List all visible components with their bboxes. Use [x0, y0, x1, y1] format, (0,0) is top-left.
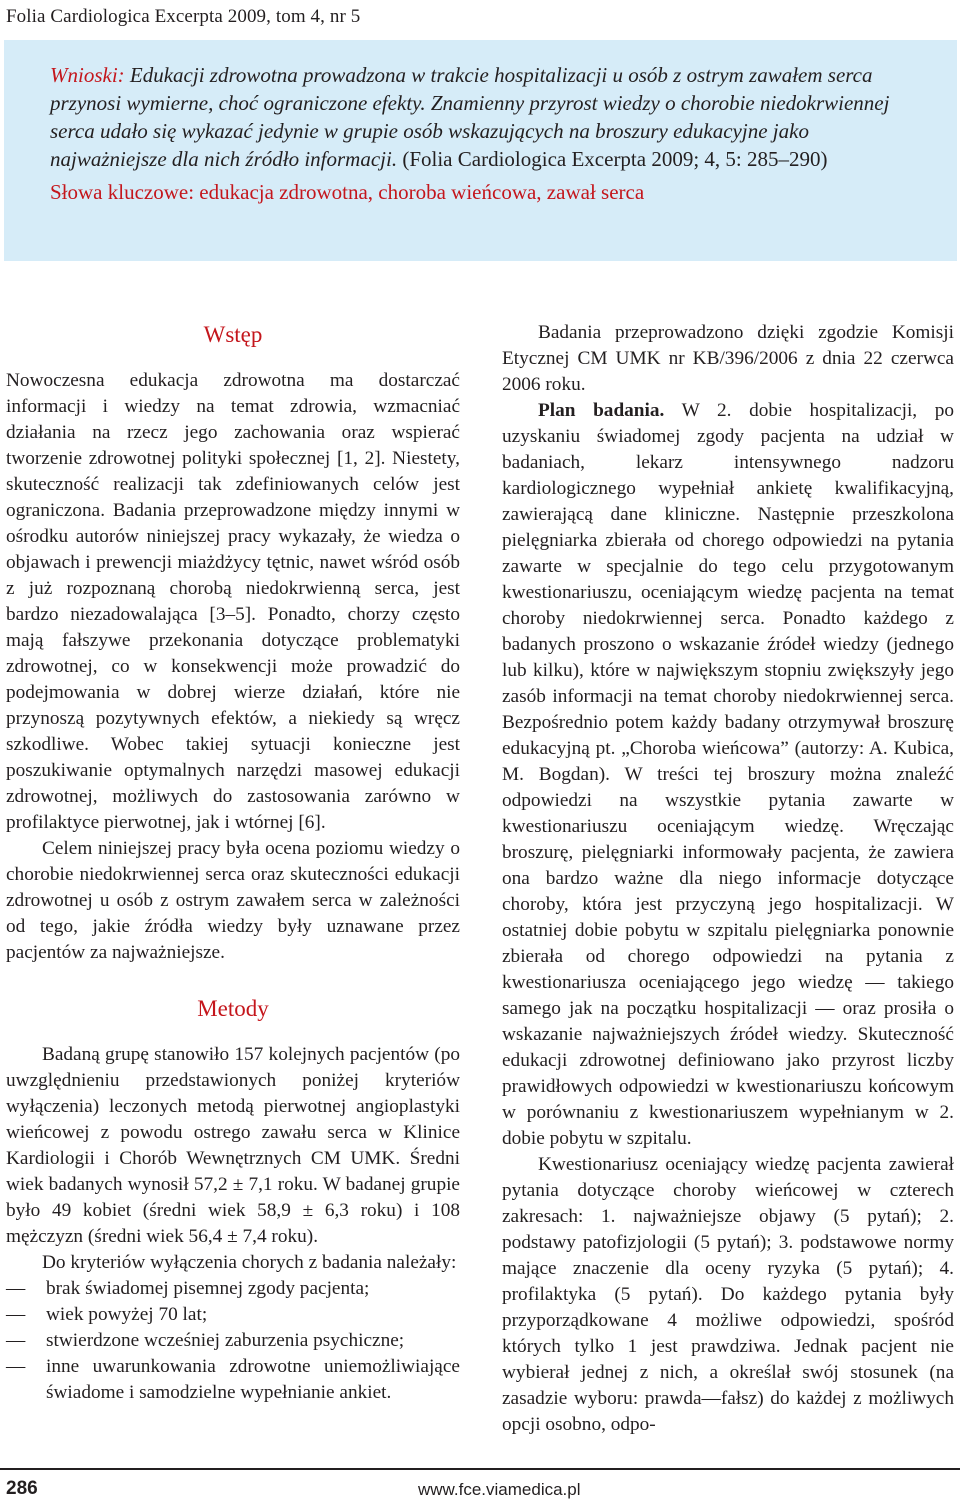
plan-text: W 2. dobie hospitalizacji, po uzyskaniu świadomej zgody pacjenta na udział w badaniach, lekarz intensywnego nadzoru kardiologicznego wypełniał ankietę kwalifikacyjną, zawierającą dane kliniczne. Następnie przeszkolona pielęgniarka zbierała od chorego odpowiedzi na pytania zawarte w specjalnie do tego celu przygotowanym kwestionariuszu, oceniającym wiedzę pacjenta na temat choroby niedokrwiennej serca. Ponadto każdego z badanych proszono o wskazanie źródeł wiedzy (jednego lub kilku), które w największym stopniu zwiększyły jego zasób informacji na temat choroby niedokrwiennej serca. Bezpośrednio potem każdy badany otrzymywał broszurę edukacyjną pt. „Choroba wieńcowa” (autorzy: A. Kubica, M. Bogdan). W treści tej broszury można znaleźć odpowiedzi na wszystkie pytania zawarte w kwestionariuszu oceniającym wiedzę. Wręczając broszurę, pielęgniarki informowały pacjenta, że zawiera ona bardzo ważne dla niego informacje dotyczące choroby, która jest przyczyną jego hospitalizacji. W ostatniej dobie pobytu w szpitalu pielęgniarka ponownie zbierała od chorego odpowiedzi na pytania z kwestionariusza oceniającego jego wiedzę — takiego samego jak na początku hospitalizacji — oraz prosiła o wskazanie najważniejszych źródeł wiedzy. Skuteczność edukacji zdrowotnej definiowano jako przyrost liczby prawidłowych odpowiedzi w kwestionariuszu końcowym w porównaniu z kwestionariuszem wypełnianym w 2. dobie pobytu w szpitalu. [502, 400, 954, 1149]
journal-header: Folia Cardiologica Excerpta 2009, tom 4, nr 5 [6, 6, 361, 27]
dash-mark: — [6, 1356, 26, 1377]
keywords: Słowa kluczowe: edukacja zdrowotna, choroba wieńcowa, zawał serca [50, 180, 645, 204]
abstract-conclusions [50, 61, 923, 173]
intro-paragraph-1: Nowoczesna edukacja zdrowotna ma dostarczać informacji i wiedzy na temat zdrowia, wzmacniać działania na rzecz jego zachowania oraz wspierać tworzenie zdrowotnej polityki społecznej [1, 2]. Niestety, skuteczność realizacji tak zdefiniowanych celów jest ograniczona. Badania przeprowadzone między innymi w ośrodku autorów niniejszej pracy wykazały, że wiedza o objawach i prewencji miażdżycy tętnic, nawet wśród osób z już rozpoznaną chorobą niedokrwienną serca, jest bardzo niezadowalająca [3–5]. Ponadto, chorzy często mają fałszywe przekonania dotyczące problematyki zdrowotnej, co w konsekwencji może prowadzić do podejmowania w dobrej wierze działań, które nie przynoszą pozytywnych efektów, a niekiedy są wręcz szkodliwe. Wobec takiej sytuacji konieczne jest poszukiwanie optymalnych narzędzi masowej edukacji zdrowotnej, możliwych do zastosowania zarówno w profilaktyce pierwotnej, jak i wtórnej [6]. [6, 370, 460, 833]
dash-mark: — [6, 1304, 26, 1325]
plan-label: Plan badania. [538, 400, 665, 421]
list-item-text: brak świadomej pisemnej zgody pacjenta; [46, 1278, 370, 1299]
section-heading-intro: Wstęp [203, 322, 263, 347]
page-number: 286 [6, 1478, 38, 1499]
intro-paragraph-2: Celem niniejszej pracy była ocena poziomu wiedzy o chorobie niedokrwiennej serca oraz skuteczności edukacji zdrowotnej u osób z ostrym zawałem serca w zależności od tego, jakie źródła wiedzy były uznawane przez pacjentów za najważniejsze. [6, 838, 460, 963]
dash-mark: — [6, 1330, 26, 1351]
dash-mark: — [6, 1278, 26, 1299]
list-item [6, 1276, 460, 1302]
footer-divider [0, 1468, 960, 1470]
conclusions-label: Wnioski: [50, 63, 125, 87]
list-item-text: stwierdzone wcześniej zaburzenia psychiczne; [46, 1330, 405, 1351]
methods-paragraph-1: Badaną grupę stanowiło 157 kolejnych pacjentów (po uwzględnieniu przedstawionych poniżej kryteriów wyłączenia) leczonych metodą pierwotnej angioplastyki wieńcowej z powodu ostrego zawału serca w Klinice Kardiologii i Chorób Wewnętrznych CM UMK. Średni wiek badanych wynosił 57,2 ± 7,1 roku. W badanej grupie było 49 kobiet (średni wiek 58,9 ± 6,3 roku) i 108 mężczyzn (średni wiek 56,4 ± 7,4 roku). [6, 1044, 460, 1247]
section-heading-methods: Metody [197, 996, 269, 1021]
left-column [6, 320, 460, 1406]
right-column [502, 320, 954, 1438]
list-item [6, 1302, 460, 1328]
questionnaire-paragraph: Kwestionariusz oceniający wiedzę pacjenta zawierał pytania dotyczące choroby wieńcowej w czterech zakresach: 1. najważniejsze objawy (5 pytań); 2. podstawy patofizjologii (5 pytań); 3. podstawowe normy mające znaczenie dla oceny ryzyka (5 pytań); 4. profilaktyka (5 pytań). Do każdego pytania były przyporządkowane 4 możliwe odpowiedzi, spośród których tylko 1 jest prawdziwa. Jednak pacjent nie wybierał jednej z nich, a określał swój stosunek (na zasadzie wyboru: prawda—fałsz) do każdej z możliwych opcji osobno, odpo- [502, 1154, 954, 1435]
list-item [6, 1328, 460, 1354]
citation: (Folia Cardiologica Excerpta 2009; 4, 5: 285–290) [397, 147, 828, 171]
methods-paragraph-2: Do kryteriów wyłączenia chorych z badania należały: [42, 1252, 457, 1273]
plan-paragraph [502, 398, 954, 1152]
abstract-box [4, 40, 957, 261]
list-item-text: wiek powyżej 70 lat; [46, 1304, 208, 1325]
list-item-text: inne uwarunkowania zdrowotne uniemożliwiające świadome i samodzielne wypełnianie ankiet. [46, 1356, 460, 1403]
list-item [6, 1354, 460, 1406]
footer-site: www.fce.viamedica.pl [418, 1480, 581, 1499]
conclusions-text: Edukacji zdrowotna prowadzona w trakcie hospitalizacji u osób z ostrym zawałem serca przynosi wymierne, choć ograniczone efekty. Znamienny przyrost wiedzy o chorobie niedokrwiennej serca udało się wykazać jedynie w grupie osób wskazujących na broszury edukacyjne jako najważniejsze dla nich źródło informacji. [50, 63, 890, 171]
exclusion-criteria-list [6, 1276, 460, 1406]
ethics-paragraph: Badania przeprowadzono dzięki zgodzie Komisji Etycznej CM UMK nr KB/396/2006 z dnia 22 czerwca 2006 roku. [502, 322, 954, 395]
